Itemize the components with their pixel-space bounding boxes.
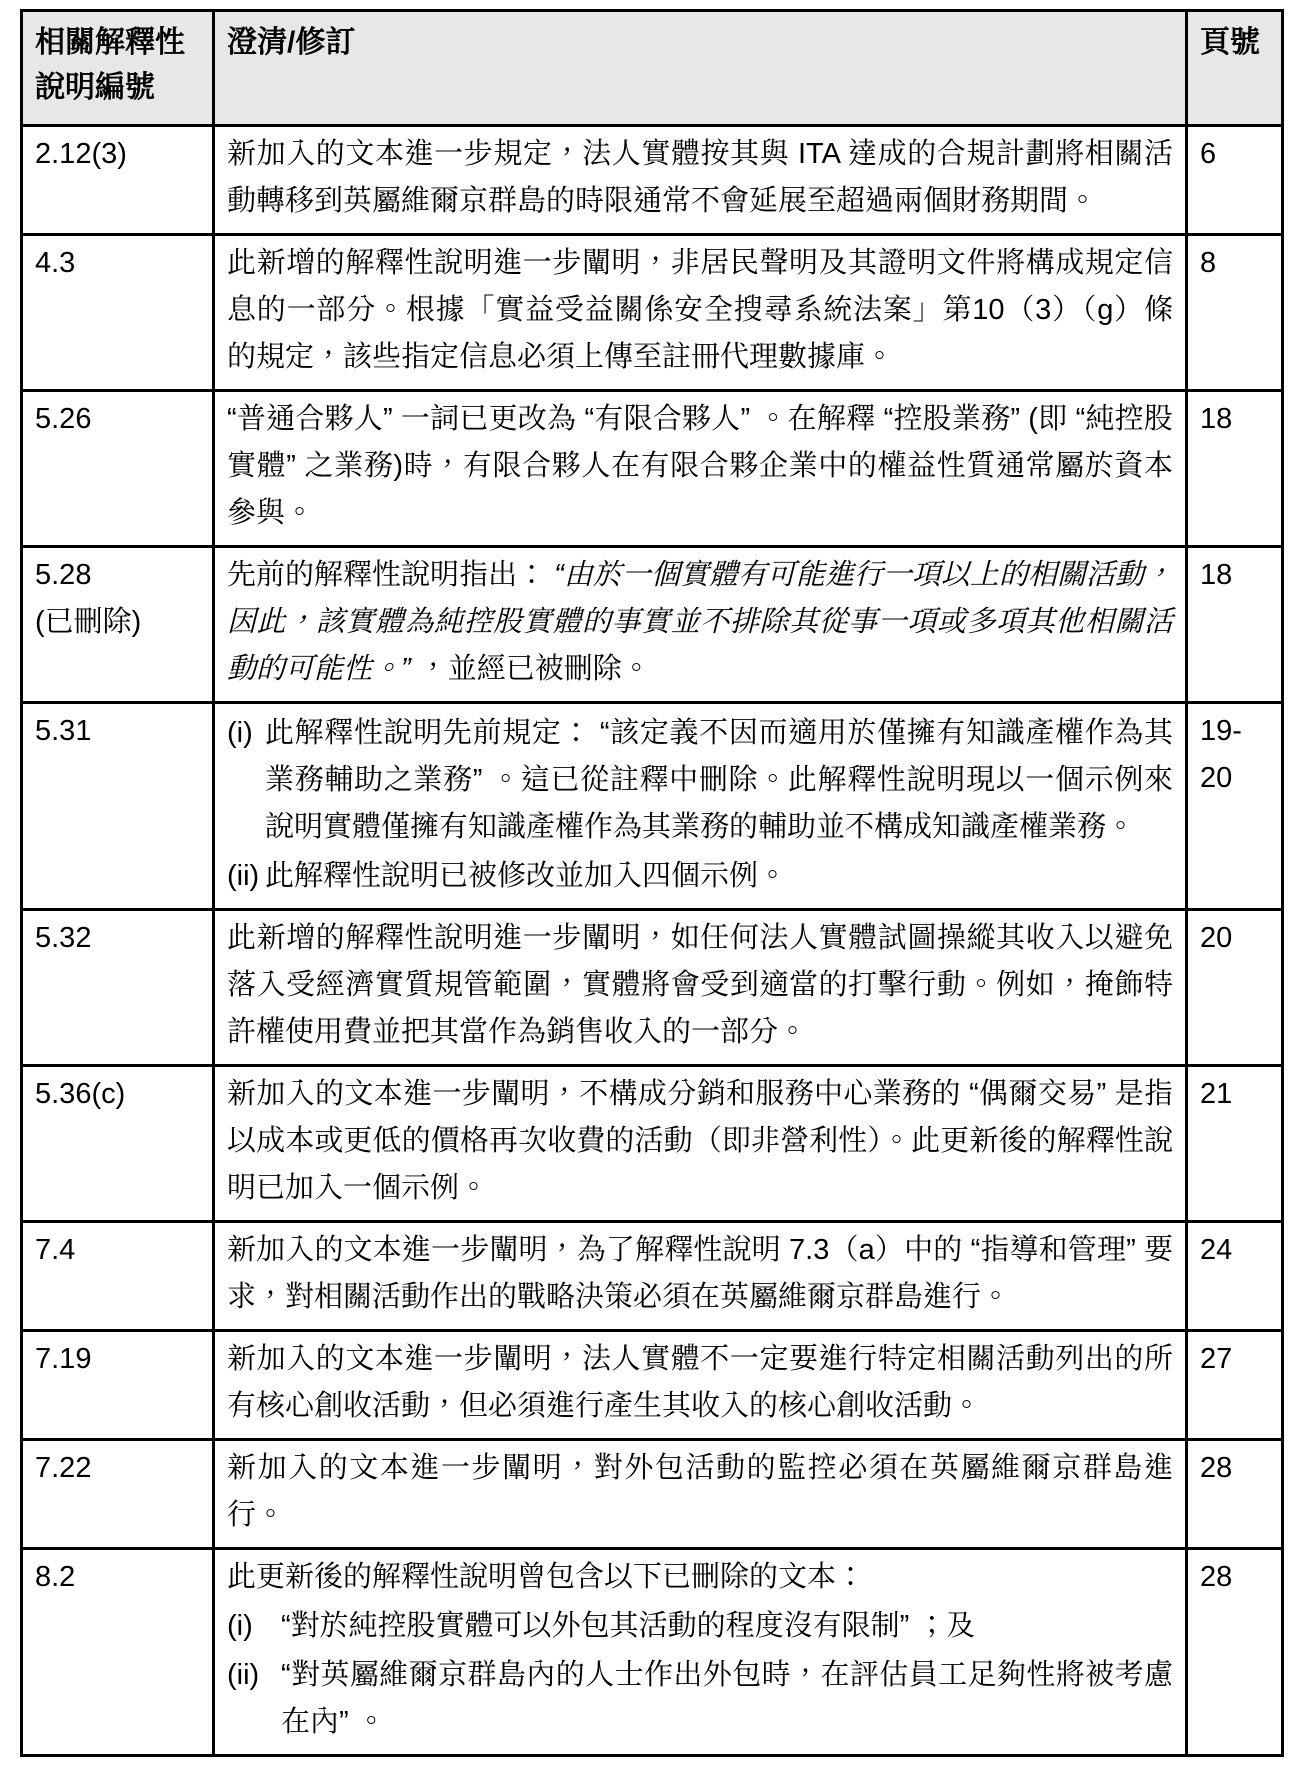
note-number-cell bbox=[22, 1331, 214, 1440]
note-number-line: 8.2 bbox=[35, 1561, 76, 1593]
list-item-text: 此解釋性說明已被修改並加入四個示例。 bbox=[265, 860, 788, 892]
clarification-cell bbox=[214, 1549, 1187, 1756]
note-number-line: 7.22 bbox=[35, 1452, 92, 1484]
revision-table bbox=[20, 9, 1284, 1757]
page-number-cell bbox=[1187, 235, 1283, 391]
note-number-line: 5.26 bbox=[35, 403, 92, 435]
clarification-paragraph: “普通合夥人” 一詞已更改為 “有限合夥人” 。在解釋 “控股業務” (即 “純控股實體” 之業務)時，有限合夥人在有限合夥企業中的權益性質通常屬於資本參與。 bbox=[227, 403, 1173, 529]
note-number-line: 5.36(c) bbox=[35, 1078, 126, 1110]
clarification-cell bbox=[214, 1331, 1187, 1440]
list-item-marker: (i) bbox=[227, 717, 253, 749]
note-number-line: 2.12(3) bbox=[35, 138, 127, 170]
page-number-line: 20 bbox=[1200, 762, 1233, 794]
note-number-cell bbox=[22, 910, 214, 1066]
page-number-line: 8 bbox=[1200, 247, 1217, 279]
page-number-line: 27 bbox=[1200, 1343, 1233, 1375]
page-number-cell bbox=[1187, 1549, 1283, 1756]
table-row bbox=[22, 1549, 1283, 1756]
page-number-cell bbox=[1187, 126, 1283, 235]
page-number-cell bbox=[1187, 391, 1283, 547]
page-number-line: 19- bbox=[1200, 715, 1242, 747]
page-number-cell bbox=[1187, 703, 1283, 910]
note-number-line: 5.32 bbox=[35, 922, 92, 954]
list-item bbox=[227, 710, 1173, 851]
page-number-line: 24 bbox=[1200, 1234, 1233, 1266]
clarification-cell bbox=[214, 126, 1187, 235]
page-number-line: 18 bbox=[1200, 403, 1233, 435]
page-number-cell bbox=[1187, 1331, 1283, 1440]
page-number-cell bbox=[1187, 910, 1283, 1066]
clarification-cell bbox=[214, 1222, 1187, 1331]
list-item bbox=[227, 1603, 1173, 1650]
page-number-cell bbox=[1187, 1440, 1283, 1549]
clarification-cell bbox=[214, 235, 1187, 391]
page-number-cell bbox=[1187, 547, 1283, 703]
note-number-cell bbox=[22, 391, 214, 547]
note-number-cell bbox=[22, 1066, 214, 1222]
table-row bbox=[22, 391, 1283, 547]
table-row bbox=[22, 235, 1283, 391]
list-item bbox=[227, 853, 1173, 900]
table-header-row bbox=[22, 11, 1283, 126]
page-number-line: 28 bbox=[1200, 1561, 1233, 1593]
clarification-paragraph: 先前的解釋性說明指出： “由於一個實體有可能進行一項以上的相關活動，因此，該實體為純控股實體的事實並不排除其從事一項或多項其他相關活動的可能性。” ，並經已被刪除。 bbox=[227, 559, 1173, 685]
list-item-marker: (ii) bbox=[227, 860, 260, 892]
table-row bbox=[22, 1222, 1283, 1331]
clarification-paragraph: 新加入的文本進一步闡明，對外包活動的監控必須在英屬維爾京群島進行。 bbox=[227, 1452, 1173, 1531]
col-header-note-number: 相關解釋性說明編號 bbox=[22, 11, 214, 126]
page-number-line: 21 bbox=[1200, 1078, 1233, 1110]
list-item bbox=[227, 1652, 1173, 1746]
table-row bbox=[22, 1331, 1283, 1440]
clarification-cell bbox=[214, 1066, 1187, 1222]
note-number-cell bbox=[22, 703, 214, 910]
clarification-cell bbox=[214, 703, 1187, 910]
clarification-cell bbox=[214, 1440, 1187, 1549]
note-number-line: 4.3 bbox=[35, 247, 76, 279]
table-row bbox=[22, 703, 1283, 910]
note-number-cell bbox=[22, 1549, 214, 1756]
list-item-marker: (ii) bbox=[227, 1659, 260, 1691]
page-number-cell bbox=[1187, 1222, 1283, 1331]
page-number-line: 18 bbox=[1200, 559, 1233, 591]
table-body bbox=[22, 126, 1283, 1756]
page-number-line: 6 bbox=[1200, 138, 1217, 170]
table-row bbox=[22, 1066, 1283, 1222]
clarification-paragraph: 新加入的文本進一步闡明，法人實體不一定要進行特定相關活動列出的所有核心創收活動，但必須進行產生其收入的核心創收活動。 bbox=[227, 1343, 1173, 1422]
note-number-line: (已刪除) bbox=[35, 606, 142, 638]
clarification-paragraph: 此更新後的解釋性說明曾包含以下已刪除的文本： bbox=[227, 1561, 866, 1593]
clarification-cell bbox=[214, 547, 1187, 703]
list-item-text: 此解釋性說明先前規定： “該定義不因而適用於僅擁有知識產權作為其業務輔助之業務” 。這已從註釋中刪除。此解釋性說明現以一個示例來說明實體僅擁有知識產權作為其業務的輔助並不構成知識產權業務。 bbox=[265, 717, 1173, 843]
list-item-marker: (i) bbox=[227, 1610, 253, 1642]
table-row bbox=[22, 1440, 1283, 1549]
table-row bbox=[22, 126, 1283, 235]
page-number-cell bbox=[1187, 1066, 1283, 1222]
note-number-cell bbox=[22, 547, 214, 703]
note-number-line: 5.31 bbox=[35, 715, 92, 747]
page-number-line: 28 bbox=[1200, 1452, 1233, 1484]
clarification-paragraph: 此新增的解釋性說明進一步闡明，如任何法人實體試圖操縱其收入以避免落入受經濟實質規管範圍，實體將會受到適當的打擊行動。例如，掩飾特許權使用費並把其當作為銷售收入的一部分。 bbox=[227, 922, 1173, 1048]
table-row bbox=[22, 547, 1283, 703]
clarification-paragraph: 新加入的文本進一步闡明，不構成分銷和服務中心業務的 “偶爾交易” 是指以成本或更低的價格再次收費的活動（即非營利性）。此更新後的解釋性說明已加入一個示例。 bbox=[227, 1078, 1173, 1204]
list-item-text: “對英屬維爾京群島內的人士作出外包時，在評估員工足夠性將被考慮在內” 。 bbox=[281, 1659, 1173, 1738]
clarification-paragraph: 新加入的文本進一步規定，法人實體按其與 ITA 達成的合規計劃將相關活動轉移到英屬維爾京群島的時限通常不會延展至超過兩個財務期間。 bbox=[227, 138, 1173, 217]
clarification-paragraph: 此新增的解釋性說明進一步闡明，非居民聲明及其證明文件將構成規定信息的一部分。根據「實益受益關係安全搜尋系統法案」第10（3）（g）條的規定，該些指定信息必須上傳至註冊代理數據庫。 bbox=[227, 247, 1173, 373]
clarification-paragraph: 新加入的文本進一步闡明，為了解釋性說明 7.3（a）中的 “指導和管理” 要求，對相關活動作出的戰略決策必須在英屬維爾京群島進行。 bbox=[227, 1234, 1173, 1313]
note-number-cell bbox=[22, 126, 214, 235]
note-number-line: 7.19 bbox=[35, 1343, 92, 1375]
clarification-cell bbox=[214, 910, 1187, 1066]
note-number-line: 5.28 bbox=[35, 559, 92, 591]
col-header-clarification: 澄清/修訂 bbox=[214, 11, 1187, 126]
list-item-text: “對於純控股實體可以外包其活動的程度沒有限制” ；及 bbox=[281, 1610, 976, 1642]
note-number-line: 7.4 bbox=[35, 1234, 76, 1266]
table-row bbox=[22, 910, 1283, 1066]
note-number-cell bbox=[22, 1440, 214, 1549]
note-number-cell bbox=[22, 235, 214, 391]
col-header-page: 頁號 bbox=[1187, 11, 1283, 126]
note-number-cell bbox=[22, 1222, 214, 1331]
page-number-line: 20 bbox=[1200, 922, 1233, 954]
clarification-cell bbox=[214, 391, 1187, 547]
